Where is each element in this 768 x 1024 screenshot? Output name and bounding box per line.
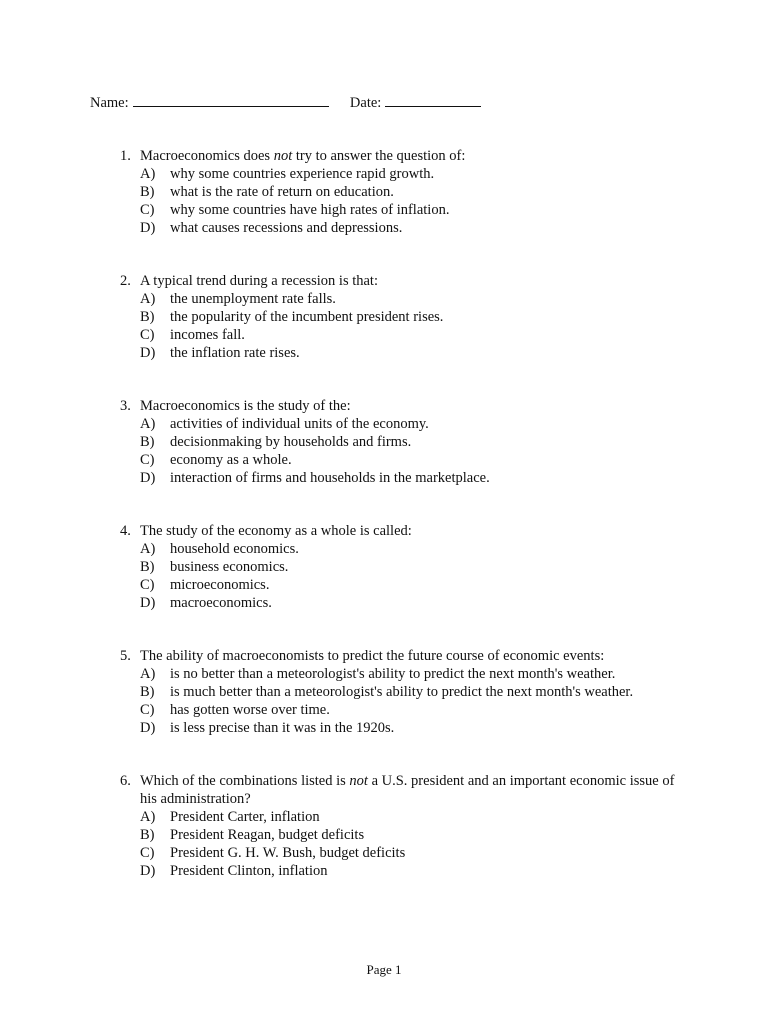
header: [90, 93, 481, 112]
option-text: the unemployment rate falls.: [170, 291, 336, 307]
answer-option: [120, 451, 680, 469]
option-letter: D): [140, 470, 156, 486]
option-letter: D): [140, 863, 156, 879]
answer-option: [120, 844, 680, 862]
answer-option: [120, 683, 680, 701]
question-stem-line: [120, 647, 680, 665]
answer-option: [120, 540, 680, 558]
answer-option: [120, 201, 680, 219]
question-stem-line: [120, 272, 680, 290]
question-stem: [140, 272, 680, 290]
option-letter: D): [140, 345, 156, 361]
question-stem: [140, 397, 680, 415]
question-stem-line: [120, 397, 680, 415]
answer-option: [120, 808, 680, 826]
answer-option: [120, 558, 680, 576]
answer-option: [120, 344, 680, 362]
stem-text: Macroeconomics is the study of the:: [140, 398, 351, 414]
question-stem: [140, 647, 680, 665]
question-4: [120, 522, 680, 612]
stem-text: Macroeconomics does: [140, 148, 274, 164]
question-number: 5.: [120, 648, 131, 664]
option-text: economy as a whole.: [170, 452, 292, 468]
option-letter: A): [140, 541, 156, 557]
answer-option: [120, 576, 680, 594]
option-letter: C): [140, 202, 155, 218]
answer-option: [120, 469, 680, 487]
option-text: activities of individual units of the economy.: [170, 416, 429, 432]
option-letter: A): [140, 809, 156, 825]
option-letter: B): [140, 434, 155, 450]
question-number: 4.: [120, 523, 131, 539]
option-letter: C): [140, 702, 155, 718]
date-label: Date:: [349, 95, 382, 111]
name-blank: [133, 93, 329, 107]
question-5: [120, 647, 680, 737]
option-letter: A): [140, 666, 156, 682]
stem-text: a U.S. president and an important economic issue of his administration?: [140, 773, 675, 807]
option-text: the inflation rate rises.: [170, 345, 300, 361]
answer-option: [120, 719, 680, 737]
option-letter: A): [140, 291, 156, 307]
question-6: [120, 772, 680, 880]
option-text: is much better than a meteorologist's ability to predict the next month's weather.: [170, 684, 634, 700]
stem-text: Which of the combinations listed is: [140, 773, 350, 789]
emphasis-text: not: [273, 148, 293, 164]
answer-option: [120, 433, 680, 451]
option-text: decisionmaking by households and firms.: [170, 434, 412, 450]
option-text: President Reagan, budget deficits: [170, 827, 365, 843]
question-1: [120, 147, 680, 237]
option-letter: C): [140, 577, 155, 593]
option-letter: D): [140, 220, 156, 236]
answer-option: [120, 665, 680, 683]
question-stem: [140, 772, 680, 808]
option-letter: C): [140, 327, 155, 343]
date-blank: [385, 93, 481, 107]
stem-text: try to answer the question of:: [292, 148, 466, 164]
answer-option: [120, 326, 680, 344]
option-letter: B): [140, 559, 155, 575]
option-letter: B): [140, 184, 155, 200]
option-letter: D): [140, 595, 156, 611]
question-stem-line: [120, 522, 680, 540]
answer-option: [120, 415, 680, 433]
option-text: household economics.: [170, 541, 299, 557]
question-number: 1.: [120, 148, 131, 164]
option-text: President Clinton, inflation: [170, 863, 328, 879]
option-text: is no better than a meteorologist's ability to predict the next month's weather.: [170, 666, 616, 682]
question-stem: [140, 522, 680, 540]
emphasis-text: not: [349, 773, 368, 789]
question-stem-line: [120, 772, 680, 808]
answer-option: [120, 308, 680, 326]
option-letter: A): [140, 166, 156, 182]
option-text: why some countries have high rates of inflation.: [170, 202, 450, 218]
option-text: macroeconomics.: [170, 595, 272, 611]
option-text: business economics.: [170, 559, 289, 575]
option-letter: B): [140, 684, 155, 700]
option-text: interaction of firms and households in the marketplace.: [170, 470, 490, 486]
option-letter: B): [140, 827, 155, 843]
option-letter: C): [140, 452, 155, 468]
option-letter: D): [140, 720, 156, 736]
option-text: what is the rate of return on education.: [170, 184, 394, 200]
page-number: Page 1: [366, 962, 402, 977]
option-letter: C): [140, 845, 155, 861]
answer-option: [120, 826, 680, 844]
name-label: Name:: [90, 95, 129, 111]
question-2: [120, 272, 680, 362]
answer-option: [120, 862, 680, 880]
question-stem-line: [120, 147, 680, 165]
option-letter: A): [140, 416, 156, 432]
option-text: microeconomics.: [170, 577, 270, 593]
option-text: President G. H. W. Bush, budget deficits: [170, 845, 406, 861]
answer-option: [120, 701, 680, 719]
stem-text: The study of the economy as a whole is called:: [140, 523, 412, 539]
option-letter: B): [140, 309, 155, 325]
option-text: President Carter, inflation: [170, 809, 320, 825]
question-number: 3.: [120, 398, 131, 414]
stem-text: The ability of macroeconomists to predict the future course of economic events:: [140, 648, 605, 664]
option-text: has gotten worse over time.: [170, 702, 330, 718]
answer-option: [120, 594, 680, 612]
answer-option: [120, 165, 680, 183]
answer-option: [120, 290, 680, 308]
question-number: 2.: [120, 273, 131, 289]
option-text: incomes fall.: [170, 327, 245, 343]
answer-option: [120, 183, 680, 201]
question-number: 6.: [120, 773, 131, 789]
option-text: what causes recessions and depressions.: [170, 220, 403, 236]
option-text: the popularity of the incumbent president rises.: [170, 309, 444, 325]
question-3: [120, 397, 680, 487]
answer-option: [120, 219, 680, 237]
option-text: is less precise than it was in the 1920s.: [170, 720, 395, 736]
option-text: why some countries experience rapid growth.: [170, 166, 435, 182]
stem-text: A typical trend during a recession is that:: [140, 273, 378, 289]
question-stem: [140, 147, 680, 165]
